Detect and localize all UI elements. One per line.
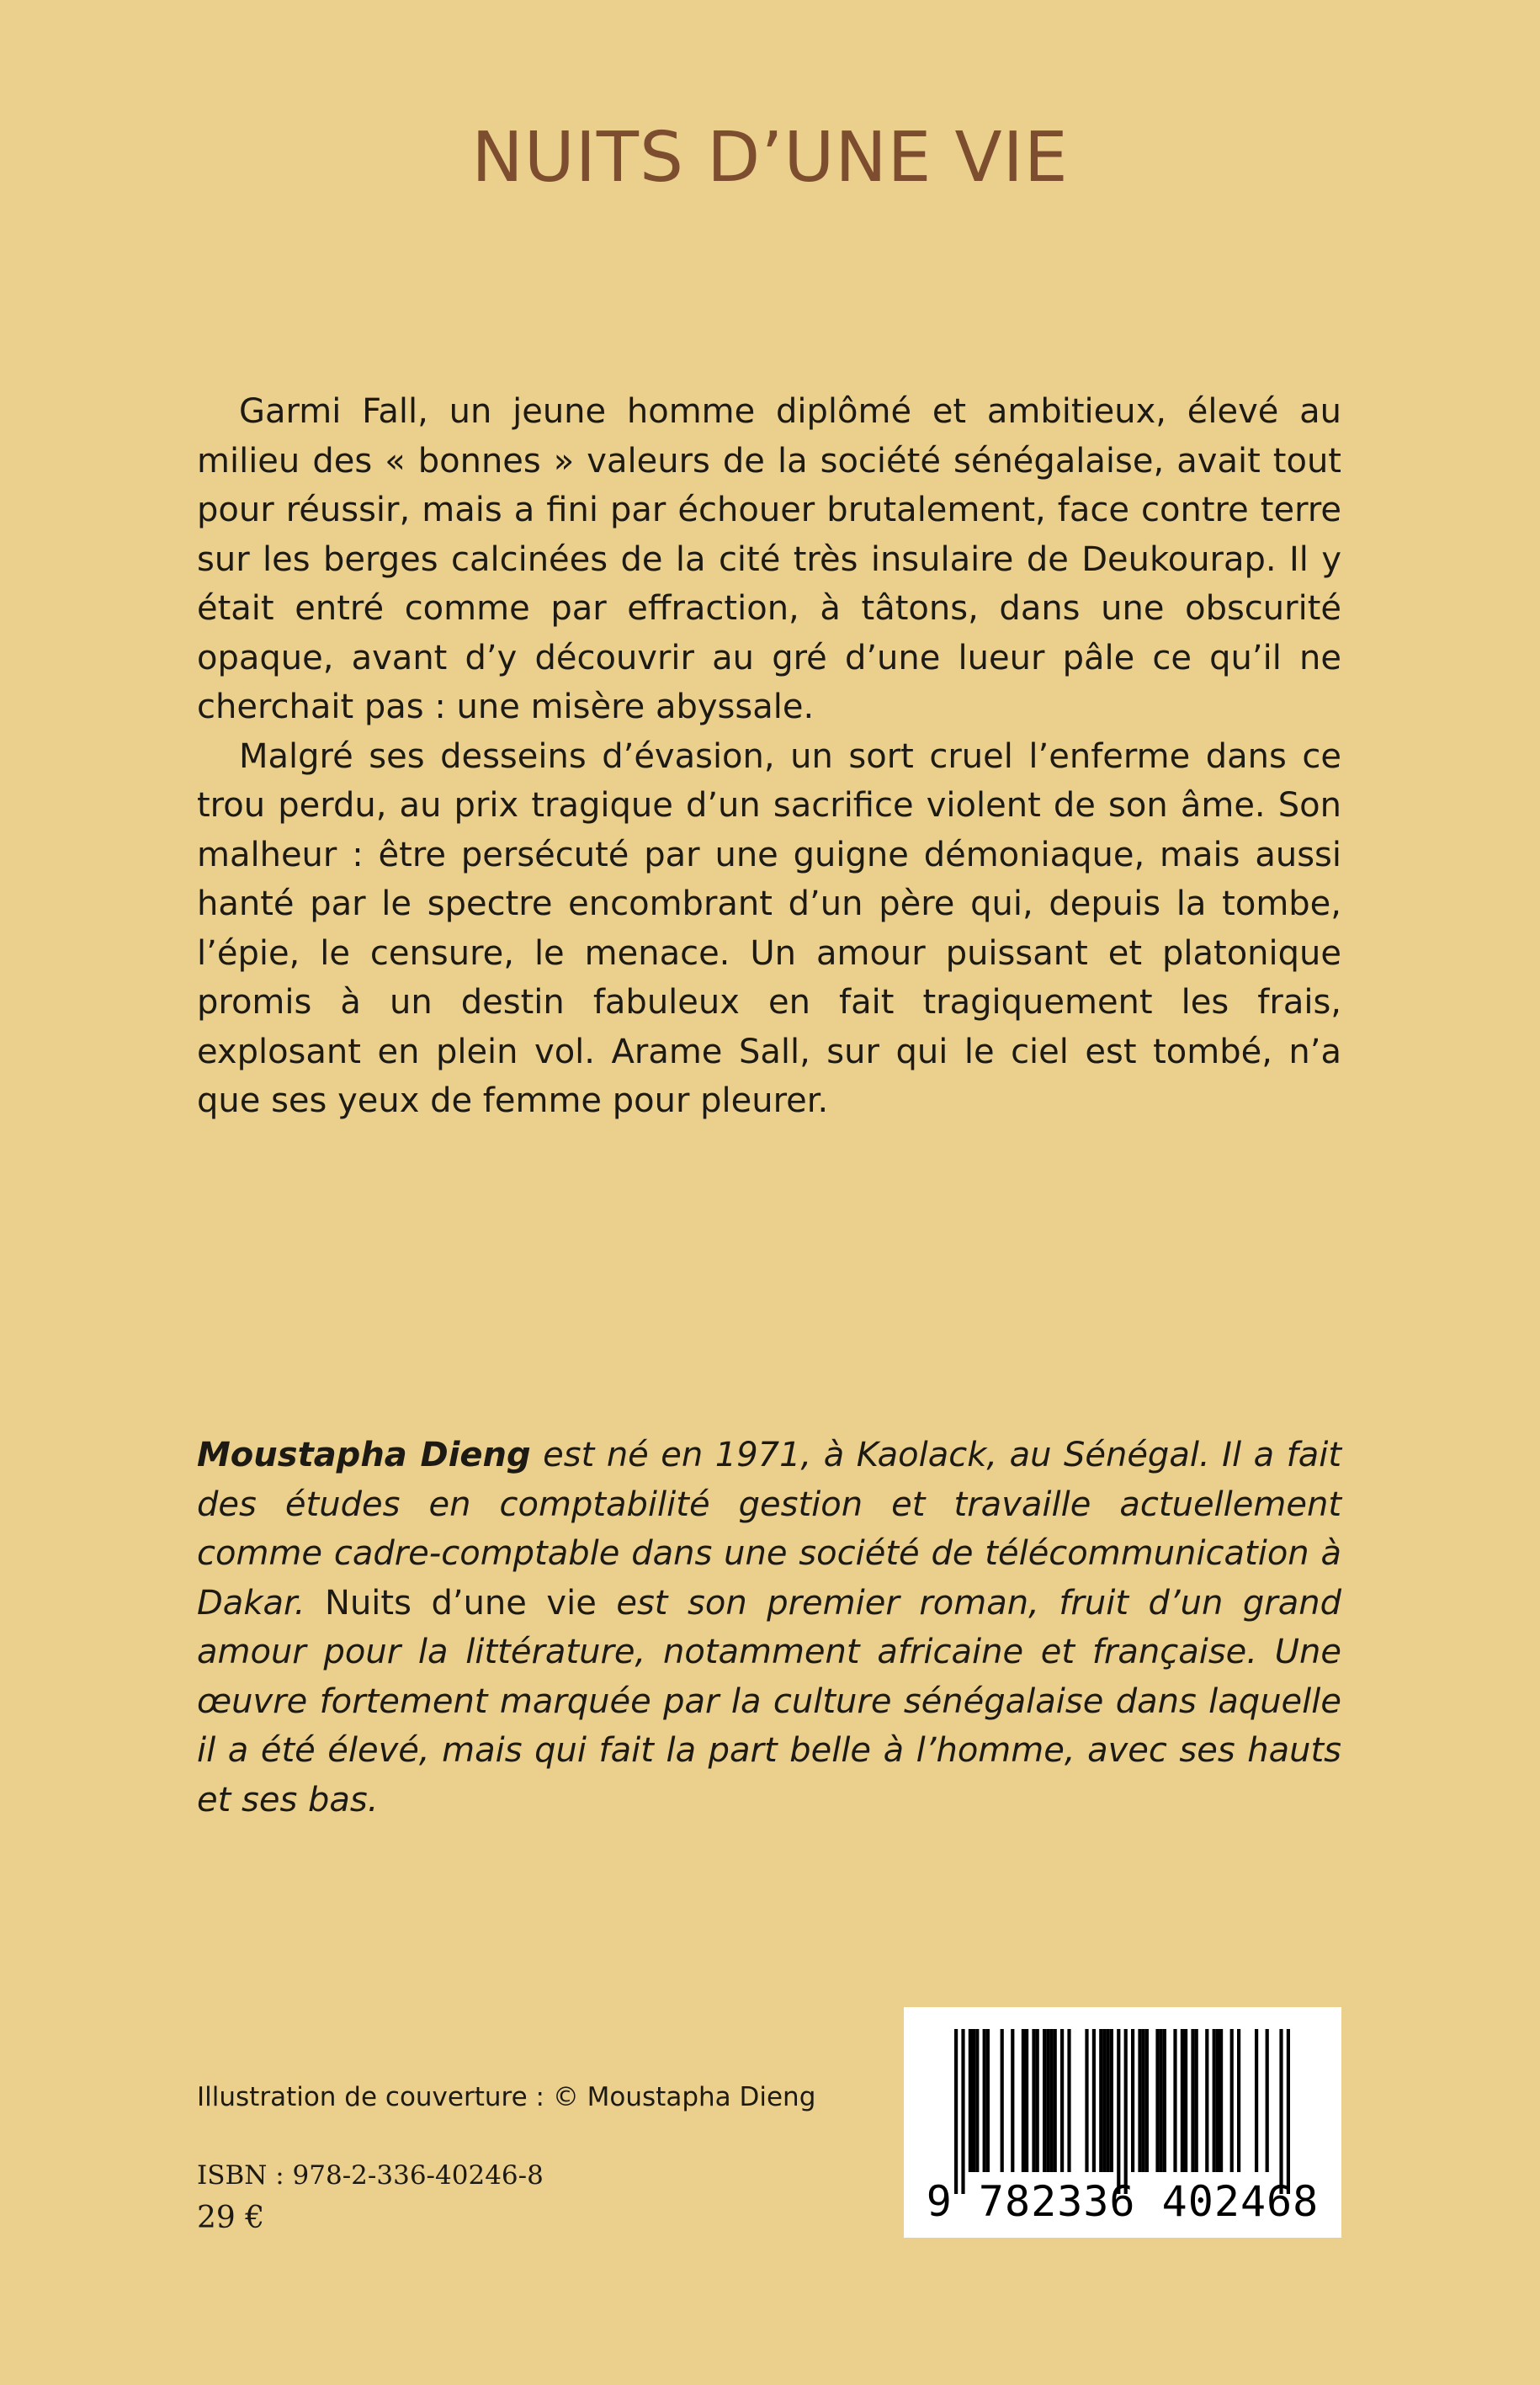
barcode-bar [961,2029,964,2194]
barcode-bar [983,2029,986,2172]
barcode-bar [1107,2029,1110,2172]
barcode-bar [1160,2029,1163,2172]
barcode-bar [1049,2029,1053,2172]
author-bio-book-title: Nuits d’une vie [325,1583,597,1623]
barcode-bar [1117,2029,1120,2194]
author-bio-text: est son premier roman, fruit d’un grand amour pour la littérature, notamment africaine et française. Une œuvre fortement marquée par la culture sénégalaise dans laquelle il a été élevé, mais qui fait la part belle à l’homme, avec ses hauts et ses bas. [197,1583,1341,1819]
barcode-bar [1195,2029,1198,2172]
barcode-bar [1191,2029,1194,2172]
isbn: ISBN : 978-2-336-40246-8 [197,2160,544,2191]
illustration-credit: Illustration de couverture : © Moustapha Dieng [197,2082,816,2112]
barcode-bar [1279,2029,1282,2194]
barcode-bar [1092,2029,1096,2172]
barcode-bar [1099,2029,1102,2172]
barcode-bar [1173,2029,1176,2172]
barcode-bar [975,2029,979,2172]
barcode-bar [1131,2029,1134,2172]
blurb-paragraph: Malgré ses desseins d’évasion, un sort cruel l’enferme dans ce trou perdu, au prix tragique d’un sacrifice violent de son âme. Son malheur : être persécuté par une guigne démoniaque, mais aussi hanté par le spectre encombrant d’un père qui, depuis la tombe, l’épie, le censure, le menace. Un amour puissant et platonique promis à un destin fabuleux en fait tragiquement les frais, explosant en plein vol. Arame Sall, sur qui le ciel est tombé, n’a que ses yeux de femme pour pleurer. [197,736,1341,1120]
blurb-paragraph: Garmi Fall, un jeune homme diplômé et ambitieux, élevé au milieu des « bonnes » valeurs de la société sénégalaise, avait tout pour réussir, mais a fini par échouer brutalement, face contre terre sur les berges calcinées de la cité très insulaire de Deukourap. Il y était entré comme par effraction, à tâtons, dans une obscurité opaque, avant d’y découvrir au gré d’une lueur pâle ce qu’il ne cherchait pas : une misère abyssale. [197,392,1341,726]
barcode-bar [1230,2029,1234,2172]
barcode-bar [1138,2029,1141,2172]
barcode-bar [1145,2029,1149,2172]
barcode-bar [1036,2029,1039,2172]
barcode-bar [1266,2029,1269,2172]
author-name: Moustapha Dieng [197,1436,531,1474]
barcode-bar [1060,2029,1064,2172]
barcode-bar [1102,2029,1106,2172]
barcode-bar [1155,2029,1159,2172]
back-cover-blurb [197,387,1341,1126]
barcode-bar [1219,2029,1223,2172]
barcode-bar [1184,2029,1187,2172]
barcode-bar [1011,2029,1014,2172]
barcode-bar [1001,2029,1004,2172]
barcode-bar [1237,2029,1240,2172]
barcode-bar [1085,2029,1088,2172]
price: 29 € [197,2201,265,2235]
barcode-bar [1205,2029,1208,2172]
barcode-bar [1025,2029,1028,2172]
barcode-bar [1287,2029,1290,2194]
barcode-bar [1110,2029,1113,2172]
barcode-bar [969,2029,972,2172]
barcode-bar [1163,2029,1166,2172]
barcode-bar [986,2029,990,2172]
barcode-bar [1124,2029,1128,2194]
barcode-bar [1043,2029,1046,2172]
barcode-bar [1054,2029,1057,2172]
barcode-bar [1032,2029,1035,2172]
author-bio [197,1431,1341,1825]
barcode-bar [1022,2029,1025,2172]
barcode-bar [1046,2029,1049,2172]
barcode-bar [1213,2029,1216,2172]
barcode-bar [1067,2029,1070,2172]
barcode-bar [972,2029,975,2172]
barcode [904,2007,1341,2238]
barcode-digits: 9 782336 402468 [926,2177,1320,2226]
barcode-bar [1216,2029,1219,2172]
barcode-bar [1181,2029,1184,2172]
barcode-bar [954,2029,958,2194]
author-bio-text: est né en 1971, à Kaolack, au Sénégal. Il a fait des études en comptabilité gestion et travaille actuellement comme cadre-comptable dans une société de télécommunication à Dakar. [197,1436,1342,1623]
barcode-bar [1255,2029,1258,2172]
book-title: NUITS D’UNE VIE [471,118,1069,198]
barcode-bar [1142,2029,1145,2172]
